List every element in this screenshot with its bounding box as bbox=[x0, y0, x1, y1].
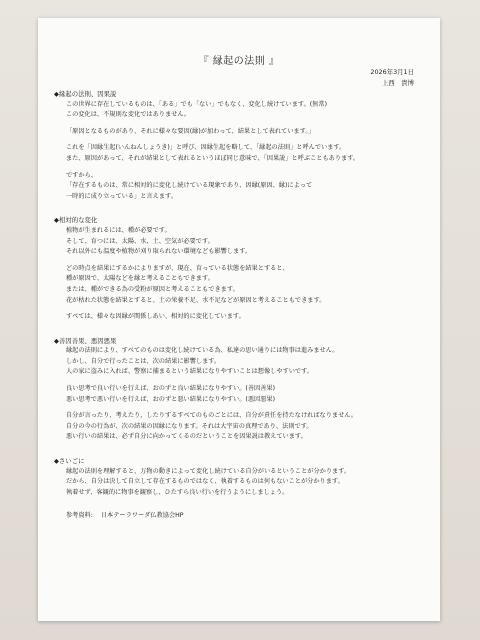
text-line: この変化は、不規則な変化ではありません。 bbox=[66, 111, 191, 119]
paragraph bbox=[54, 411, 422, 443]
text-line: 縁起の法則により、すべてのものは変化し続けている為、私達の思い通りには物事は進みません。 bbox=[66, 347, 339, 355]
document-author: 上西 貴博 bbox=[382, 79, 414, 87]
section-heading: ◆相対的な変化 bbox=[54, 216, 98, 225]
section-relative-change bbox=[54, 215, 422, 322]
section-heading: ◆善因善果、悪因悪果 bbox=[54, 336, 117, 345]
paragraph bbox=[54, 346, 422, 378]
text-line: だから、自分は決して自立して存在するものではなく、執着するものは何もないことが分かります。 bbox=[66, 478, 344, 486]
text-line: 「原因となるものがあり、それに様々な要因(縁)が加わって、結果として表れています。」 bbox=[66, 127, 315, 135]
paragraph bbox=[54, 127, 422, 138]
text-line: 「存在するものは、常に相対的に変化し続けている現象であり、因縁(原因、縁)によって bbox=[66, 182, 313, 190]
section-causality bbox=[54, 89, 422, 202]
text-line: ですから、 bbox=[66, 171, 97, 179]
paragraph bbox=[54, 467, 422, 499]
document-date: 2026年3月1日 bbox=[370, 68, 414, 76]
text-line: 植物が生まれるには、種が必要です。 bbox=[66, 226, 171, 234]
text-line: そして、育つには、太陽、水、土、空気が必要です。 bbox=[66, 237, 214, 245]
reference-line bbox=[54, 511, 422, 522]
paragraph bbox=[54, 100, 422, 121]
section-conclusion bbox=[54, 456, 422, 498]
text-line: 悪い思考で悪い行いを行えば、おのずと悪い結果になりやすい。(悪因悪果) bbox=[66, 395, 276, 403]
text-line: 花が枯れた状態を結果とすると、土の栄養不足、水不足などが原因と考えることもできます。 bbox=[66, 296, 326, 304]
text-line: また、原因があって、それが結果として表れるというほぼ同じ意味で、「因果説」と呼ぶこともあります。 bbox=[66, 154, 360, 162]
paragraph bbox=[54, 312, 422, 323]
section-heading: ◆さいごに bbox=[54, 457, 85, 466]
document-body bbox=[54, 89, 422, 522]
paragraph bbox=[54, 384, 422, 405]
section-heading: ◆縁起の法則、因果説 bbox=[54, 90, 117, 98]
text-line: これを「因縁生起(いんねんしょうき)」と呼び、因縁生起を略して、「縁起の法則」と呼んでいます。 bbox=[66, 144, 346, 152]
reference-source: 日本テーラワーダ仏教協会HP bbox=[100, 512, 184, 520]
text-line: しかし、自分で行ったことは、次の結果に影響します。 bbox=[66, 357, 221, 365]
paragraph bbox=[54, 264, 422, 306]
text-line: 執着せず、客観的に物事を観察し、ひたすら良い行いを行うようにしましょう。 bbox=[66, 488, 289, 496]
paragraph bbox=[54, 226, 422, 258]
paragraph bbox=[54, 143, 422, 164]
text-line: 自分が言ったり、考えたり、したりするすべてのものごとには、自分が責任を持たなければなりません。 bbox=[66, 412, 358, 420]
text-line: それ以外にも温度や植物が刈り取られない環境なども影響します。 bbox=[66, 248, 252, 256]
paragraph bbox=[54, 171, 422, 203]
text-line: 種が原因で、太陽などを縁と考えることもできます。 bbox=[66, 275, 214, 283]
text-line: 縁起の法則を理解すると、万物の動きによって変化し続けている自分がいるということが分かります。 bbox=[66, 467, 351, 475]
text-line: すべては、様々な因縁が関係しあい、相対的に変化しています。 bbox=[66, 313, 245, 321]
text-line: 自分の今の行為が、次の結果の因縁になります。それは大宇宙の真理であり、法則です。 bbox=[66, 422, 313, 430]
reference-label: 参考資料: bbox=[66, 512, 93, 520]
paper-sheet bbox=[38, 18, 440, 621]
text-line: または、種ができる為の受粉が原因と考えることもできます。 bbox=[66, 285, 239, 293]
document-title: 『 縁起の法則 』 bbox=[198, 56, 280, 67]
text-line: どの時点を結果にするかによりますが、現在、育っている状態を結果とすると、 bbox=[66, 264, 289, 272]
text-line: 良い思考で良い行いを行えば、おのずと良い結果になりやすい。(善因善果) bbox=[66, 385, 276, 393]
text-line: 一時的に成り立っている」と言えます。 bbox=[66, 192, 177, 200]
text-line: 悪い行いの結果は、必ず自分に向かってくるのだということを因果説は教えています。 bbox=[66, 433, 307, 441]
text-line: この世界に存在しているものは、「ある」でも「ない」でもなく、変化し続けています。(無常) bbox=[66, 100, 327, 108]
text-line: 人の家に盗みに入れば、警察に捕まるという結果になりやすいことは想像しやすいです。 bbox=[66, 368, 314, 376]
section-karma bbox=[54, 336, 422, 443]
